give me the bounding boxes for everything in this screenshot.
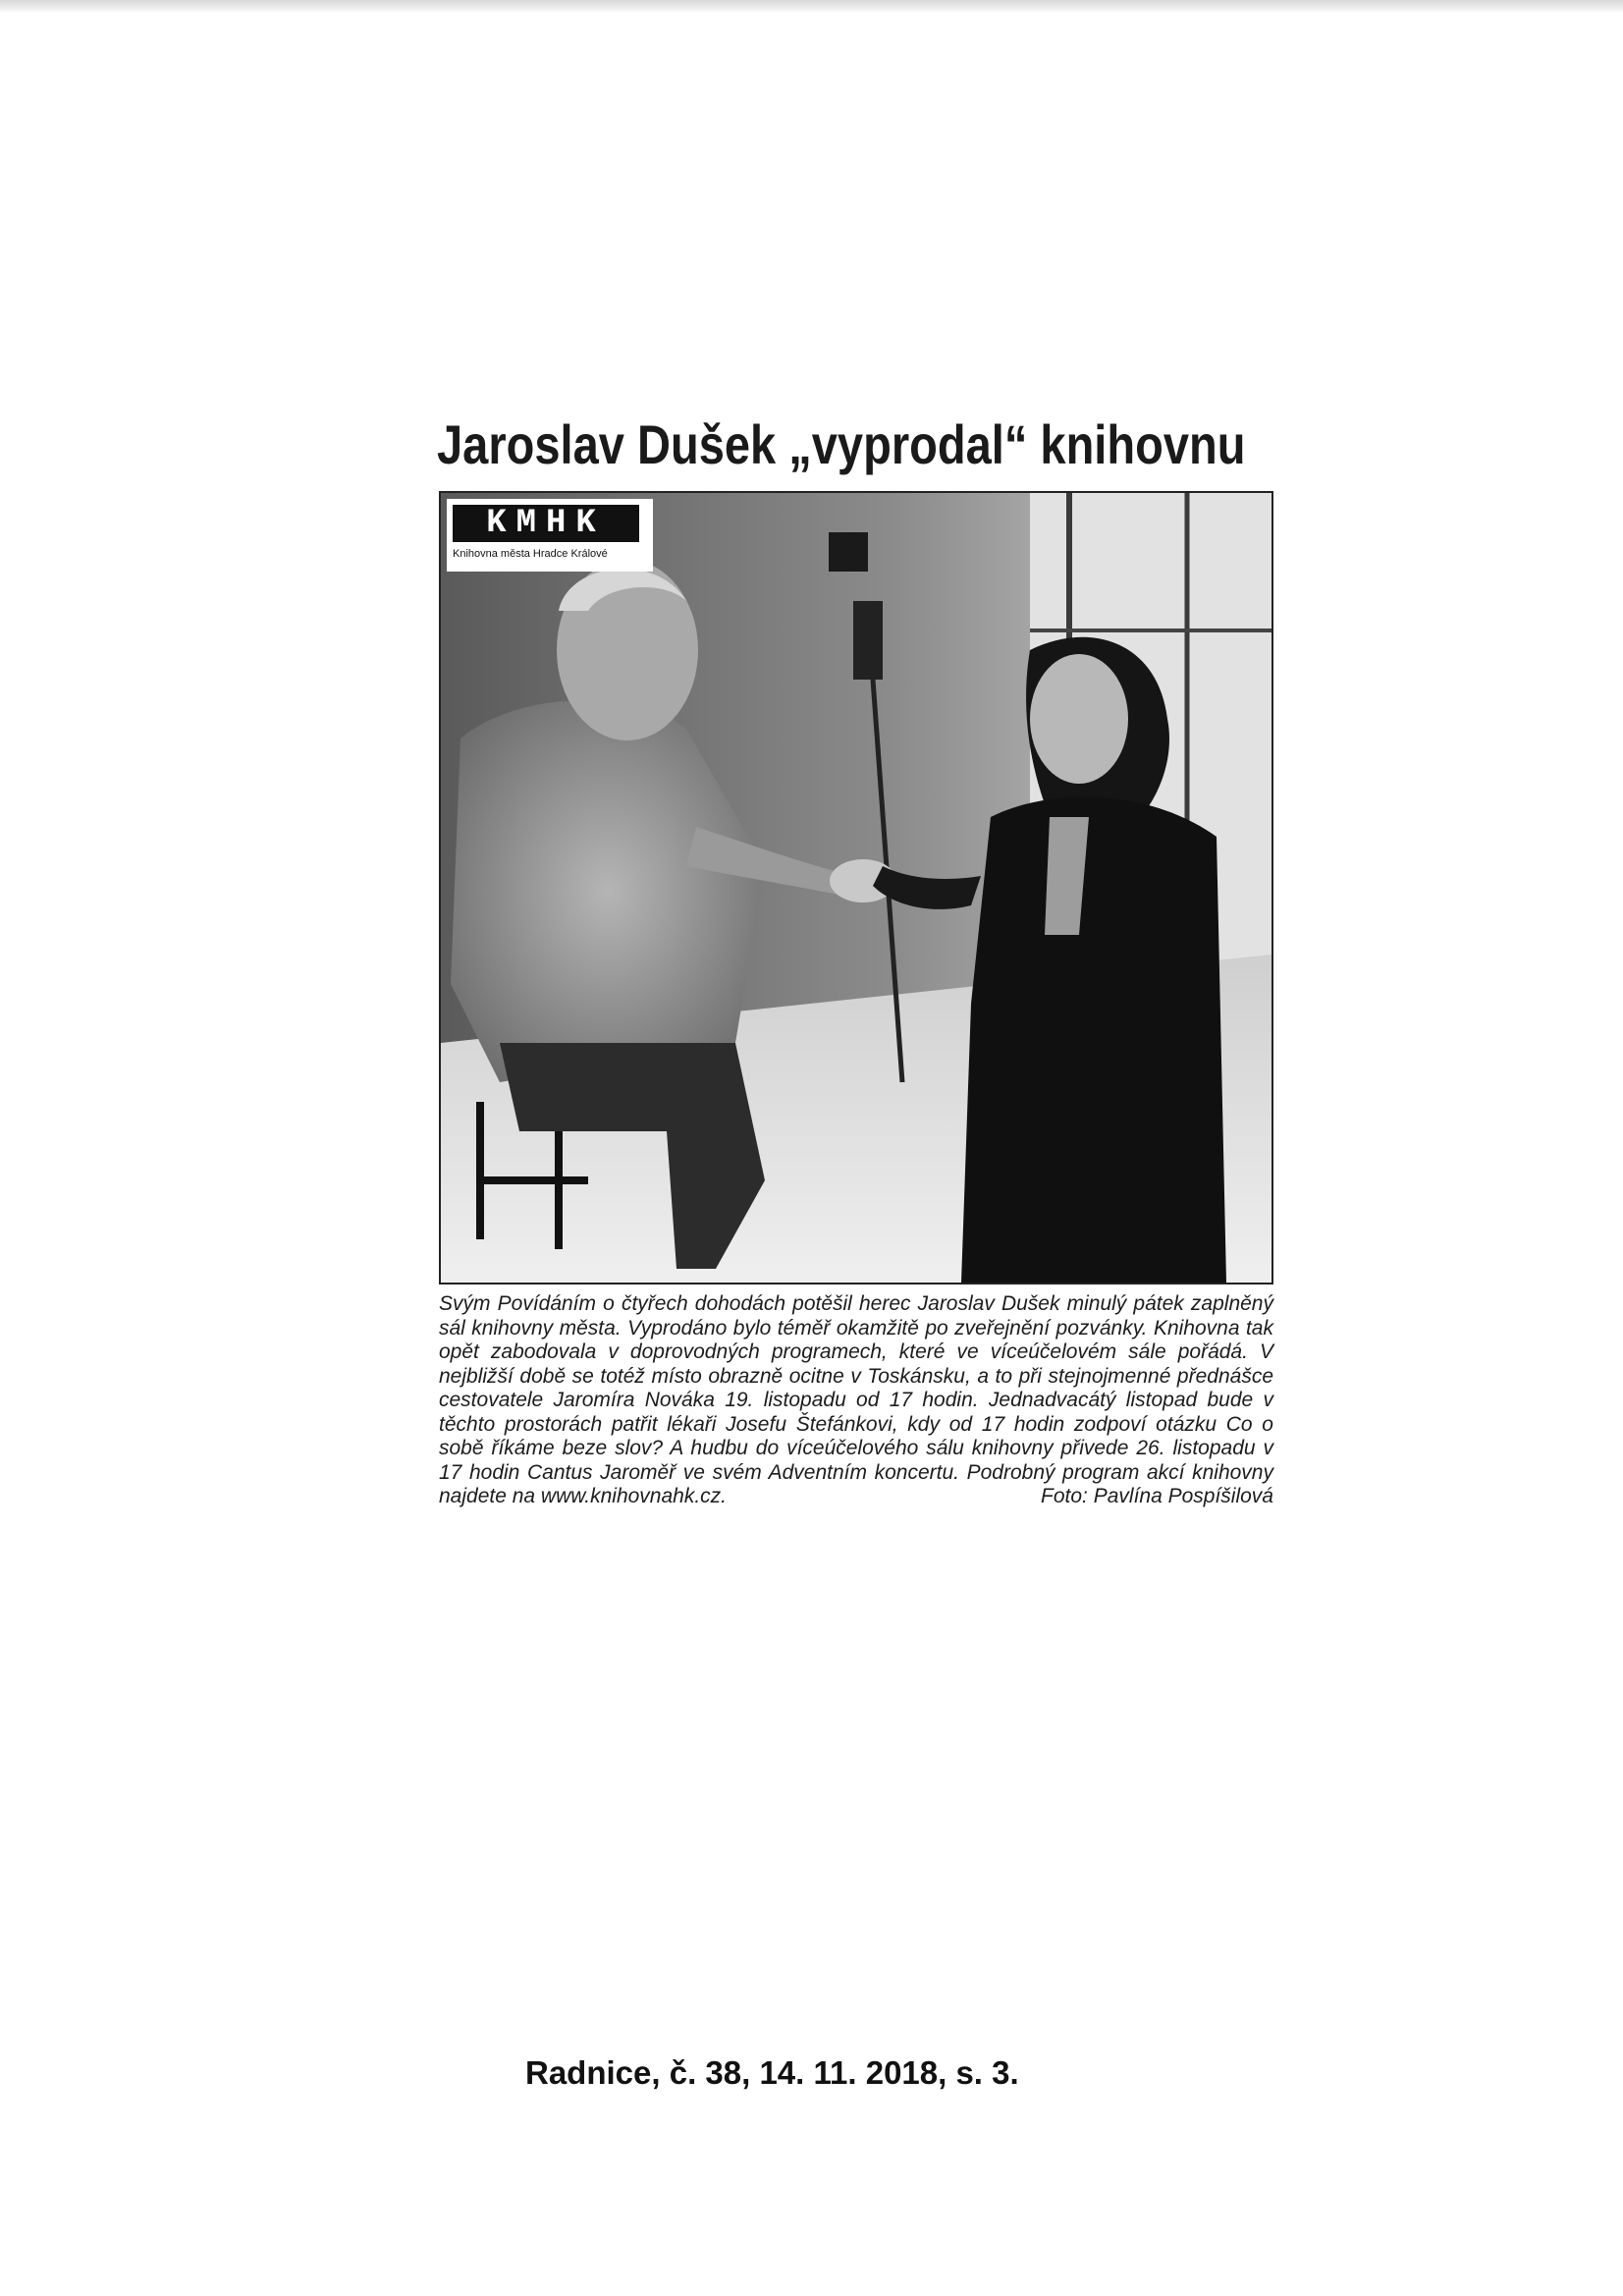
photo-credit: Foto: Pavlína Pospíšilová	[1041, 1485, 1273, 1507]
article-photo	[439, 491, 1273, 1285]
logo-subtitle: Knihovna města Hradce Králové	[453, 548, 608, 560]
scan-edge-shadow	[0, 0, 1623, 14]
logo-mark: KMHK	[453, 505, 639, 542]
source-citation: Radnice, č. 38, 14. 11. 2018, s. 3.	[525, 2054, 1019, 2091]
article-headline: Jaroslav Dušek „vyprodal“ knihovnu	[437, 413, 1246, 475]
photo-caption	[439, 1292, 1273, 1509]
library-logo	[447, 499, 653, 572]
caption-text: Svým Povídáním o čtyřech dohodách potěšil herec Jaroslav Dušek minulý pátek zaplněný sál knihovny města. Vyprodáno bylo téměř okamžitě po zveřejnění pozvánky. Knihovna tak opět zabodovala v doprovodných programech, které ve víceúčelovém sále pořádá. V nejbližší době se totéž místo obrazně ocitne v Toskánsku, a to při stejnojmenné přednášce cestovatele Jaromíra Nováka 19. listopadu od 17 hodin. Jednadvacátý listopad bude v těchto prostorách patřit lékaři Josefu Štefánkovi, kdy od 17 hodin zodpoví otázku Co o sobě říkáme beze slov? A hudbu do víceúčelového sálu knihovny přivede 26. listopadu v 17 hodin Cantus Jaroměř ve svém Adventním koncertu. Podrobný program akcí knihovny najdete na www.knihovnahk.cz.	[439, 1292, 1273, 1507]
photo-illustration	[441, 493, 1271, 1283]
newspaper-clipping	[437, 410, 1276, 1507]
